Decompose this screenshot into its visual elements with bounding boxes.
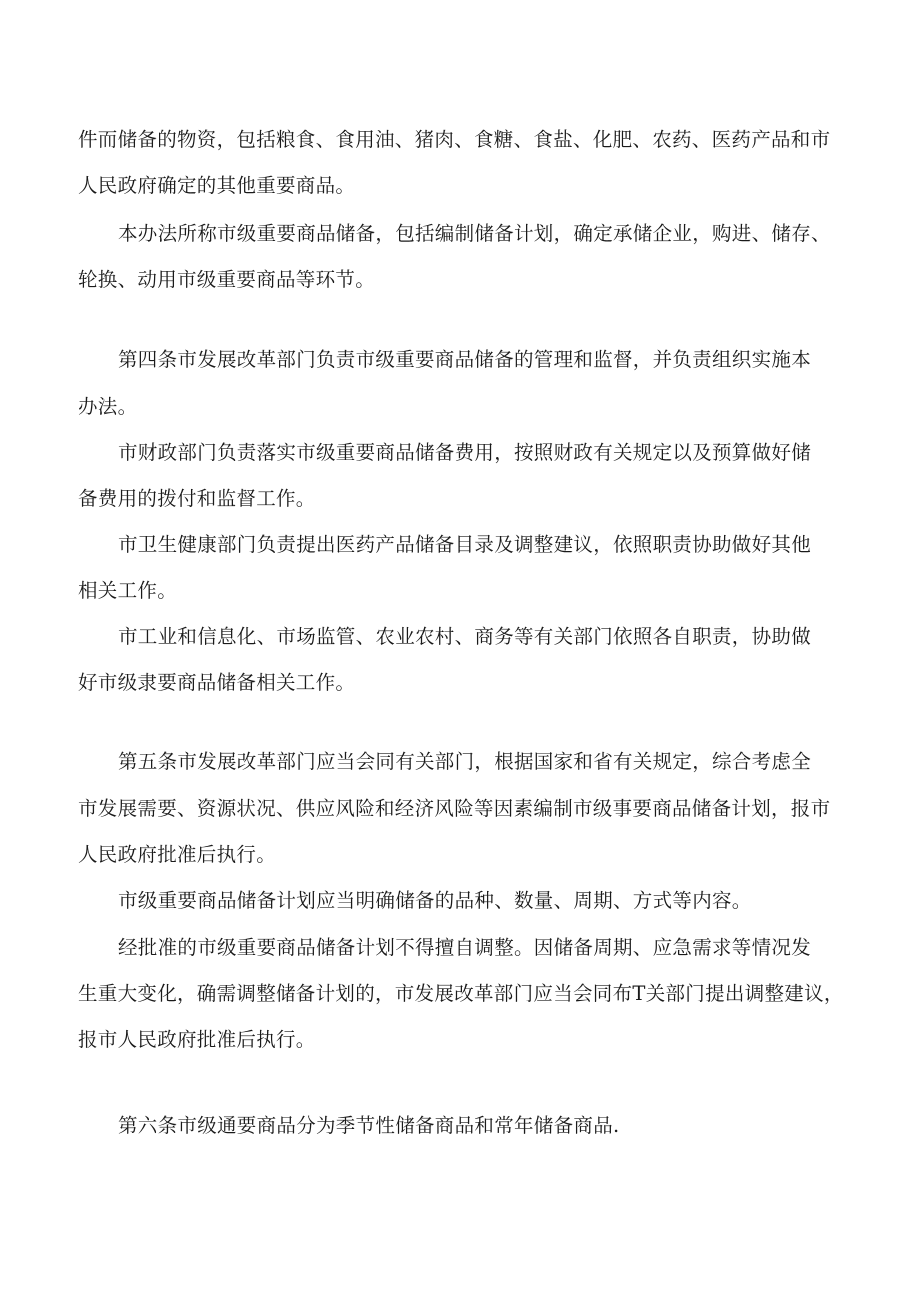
text-line: 市工业和信息化、市场监管、农业农村、商务等有关部门依照各自职责，协助做: [118, 625, 812, 648]
text-line: 备费用的拨付和监督工作。: [78, 487, 316, 510]
text-line: 相关工作。: [78, 579, 178, 602]
text-line: 生重大变化，确需调整储备计划的，市发展改革部门应当会同布T关部门提出调整建议，: [78, 982, 844, 1005]
article-heading-line: 第六条市级通要商品分为季节性储备商品和常年储备商品.: [118, 1114, 620, 1137]
text-line: 报市人民政府批准后执行。: [78, 1028, 316, 1051]
text-line: 市发展需要、资源状况、供应风险和经济风险等因素编制市级事要商品储备计划，报市: [78, 797, 831, 820]
text-line: 经批准的市级重要商品储备计划不得擅自调整。因储备周期、应急需求等情况发: [118, 936, 812, 959]
text-line: 轮换、动用市级重要商品等环节。: [78, 268, 376, 291]
text-line: 市卫生健康部门负责提出医药产品储备目录及调整建议，依照职责协助做好其他: [118, 533, 812, 556]
text-line: 市级重要商品储备计划应当明确储备的品种、数量、周期、方式等内容。: [118, 889, 752, 912]
text-line: 办法。: [78, 395, 138, 418]
text-line: 人民政府确定的其他重要商品。: [78, 174, 356, 197]
text-line: 件而储备的物资，包括粮食、食用油、猪肉、食糖、食盐、化肥、农药、医药产品和市: [78, 128, 831, 151]
text-line: 人民政府批准后执行。: [78, 843, 277, 866]
text-line: 本办法所称市级重要商品储备，包括编制储备计划，确定承储企业，购进、储存、: [118, 222, 831, 245]
article-heading-line: 第四条市发展改革部门负责市级重要商品储备的管理和监督，并负责组织实施本: [118, 348, 812, 371]
text-line: 市财政部门负责落实市级重要商品储备费用，按照财政有关规定以及预算做好储: [118, 441, 812, 464]
text-line: 好市级隶要商品储备相关工作。: [78, 671, 356, 694]
article-heading-line: 第五条市发展改革部门应当会同有关部门，根据国家和省有关规定，综合考虑全: [118, 750, 812, 773]
